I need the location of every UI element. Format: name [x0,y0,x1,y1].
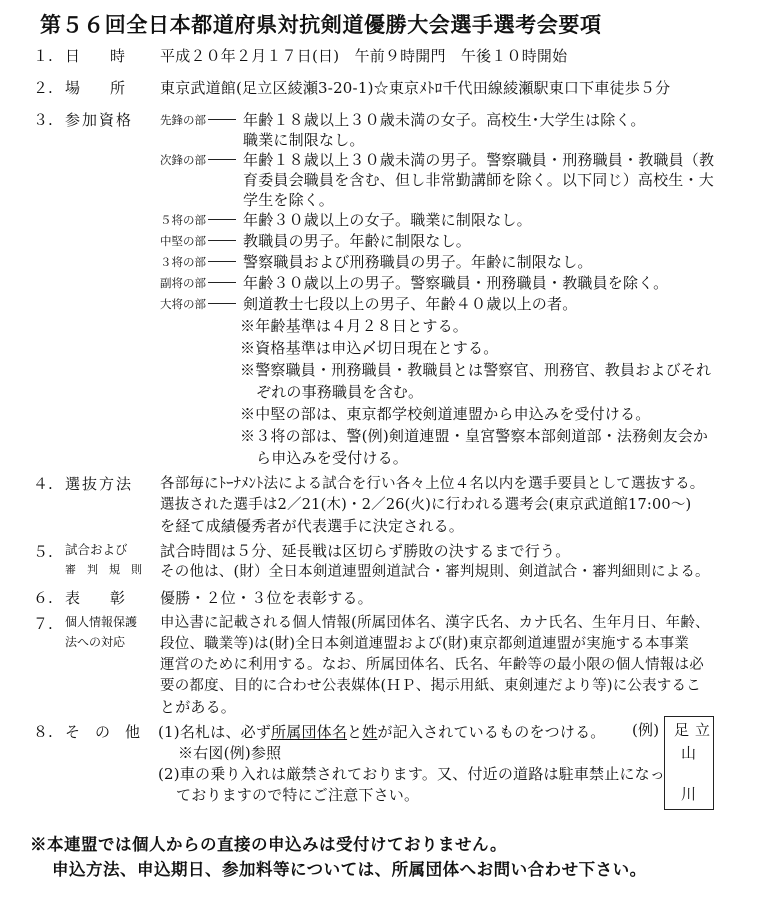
division-jiho-label: 次鋒の部 [160,150,236,170]
note-age-basis: ※年齢基準は４月２８日とする。 [240,317,469,335]
footer-notice-line2: 申込方法、申込期日、参加料等については、所属団体へお問い合わせ下さい。 [52,860,647,879]
division-senpo-label: 先鋒の部 [160,110,236,130]
section-7-line2: 段位、職業等)は(財)全日本剣道連盟および(財)東京都剣道連盟が実施する本事業 [160,636,690,652]
division-chuken-label: 中堅の部 [160,231,236,251]
division-fukusho-label: 副将の部 [160,273,236,293]
division-taisho-line1: 剣道教士七段以上の男子、年齢４０歳以上の者。 [243,295,578,313]
nametag-name-char-1: 山 [681,744,697,762]
section-4-line2: 選抜された選手は2／21(木)・2／26(火)に行われる選考会(東京武道館17:00〜) [160,497,692,513]
division-senpo-line2: 職業に制限なし。 [243,131,365,149]
section-2-label: 場 所 [65,79,126,97]
section-4-number: ４. [33,475,53,493]
section-2-text: 東京武道館(足立区綾瀬3-20-1)☆東京ﾒﾄﾛ千代田線綾瀬駅東口下車徒歩５分 [160,79,671,97]
section-1-number: １. [33,47,53,65]
division-taisho-label: 大将の部 [160,294,236,314]
division-sansho-label: ３将の部 [160,252,236,272]
section-7-line3: 運営のために利用する。なお、所属団体名、氏名、年齢等の最小限の個人情報は必 [160,657,704,673]
example-label: (例) [632,721,660,739]
nametag-org-char-1: 足 [674,721,690,739]
division-senpo-line1: 年齢１８歳以上３０歳未満の女子。高校生･大学生は除く。 [243,111,646,129]
section-5-label-line2: 審 判 規 則 [65,563,142,576]
section-4-label: 選抜方法 [65,475,134,493]
division-fukusho-line1: 年齢３０歳以上の男子。警察職員・刑務職員・教職員を除く。 [243,274,669,292]
section-8-item2-line2: ておりますので特にご注意下さい。 [176,786,420,804]
section-3-number: ３. [33,111,53,129]
section-7-number: ７. [33,615,53,633]
section-8-item2-line1: (2)車の乗り入れは厳禁されております。又、付近の道路は駐車禁止になっ [158,765,666,783]
section-6-number: ６. [33,589,53,607]
example-nametag [664,716,714,810]
section-1-label: 日 時 [65,47,126,65]
note-chuken-entry: ※中堅の部は、東京都学校剣道連盟から申込みを受付ける。 [240,405,651,423]
section-7-label-line2: 法への対応 [65,635,126,649]
section-7-line4: 要の都度、目的に合わせ公表媒体(ＨＰ、掲示用紙、東剣連だより等)に公表するこ [160,678,701,694]
section-8-label: そ の 他 [65,723,141,741]
section-5-number: ５. [33,543,53,561]
division-jiho-line3: 学生を除く。 [243,191,334,209]
note-staff-definition-line2: ぞれの事務職員を含む。 [256,383,424,401]
section-8-number: ８. [33,723,53,741]
division-gosho-line1: 年齢３０歳以上の女子。職業に制限なし。 [243,211,532,229]
page-title: 第５６回全日本都道府県対抗剣道優勝大会選手選考会要項 [40,12,602,37]
section-6-text: 優勝・２位・３位を表彰する。 [160,589,373,607]
note-sansho-entry-line2: ら申込みを受付ける。 [256,449,409,467]
section-1-text: 平成２０年２月１７日(日) 午前９時開門 午後１０時開始 [160,47,568,65]
note-staff-definition-line1: ※警察職員・刑務職員・教職員とは警察官、刑務官、教員およびそれ [240,361,712,379]
section-5-line2: その他は、(財）全日本剣道連盟剣道試合・審判規則、剣道試合・審判細則による。 [160,564,710,580]
section-7-line5: とがある。 [160,698,237,716]
division-gosho-label: ５将の部 [160,210,236,230]
section-5-line1: 試合時間は５分、延長戦は区切らず勝敗の決するまで行う。 [160,542,571,560]
section-7-label-line1: 個人情報保護 [65,615,138,629]
section-4-line3: を経て成績優秀者が代表選手に決定される。 [160,517,465,535]
section-6-label: 表 彰 [65,589,126,607]
nametag-name-char-2: 川 [681,785,697,803]
division-jiho-line1: 年齢１８歳以上３０歳未満の男子。警察職員・刑務職員・教職員（教 [243,151,715,169]
section-7-line1: 申込書に記載される個人情報(所属団体名、漢字氏名、カナ氏名、生年月日、年齢、 [160,615,710,631]
note-sansho-entry-line1: ※３将の部は、警(例)剣道連盟・皇宮警察本部剣道部・法務剣友会か [240,427,709,445]
footer-notice-line1: ※本連盟では個人からの直接の申込みは受付けておりません。 [30,835,507,854]
section-4-line1: 各部毎にﾄｰﾅﾒﾝﾄ法による試合を行い各々上位４名以内を選手要員として選抜する。 [160,476,705,492]
section-3-label: 参加資格 [65,111,134,129]
division-chuken-line1: 教職員の男子。年齢に制限なし。 [243,232,472,250]
division-sansho-line1: 警察職員および刑務職員の男子。年齢に制限なし。 [243,253,593,271]
nametag-org-char-2: 立 [695,721,711,739]
division-jiho-line2: 育委員会職員を含む、但し非常勤講師を除く。以下同じ）高校生・大 [243,171,714,189]
section-5-label-line1: 試合および [65,542,128,557]
section-2-number: ２. [33,79,53,97]
section-8-item1-note: ※右図(例)参照 [178,744,282,762]
note-qualification-basis: ※資格基準は申込〆切日現在とする。 [240,339,499,357]
section-8-item1: (1)名札は、必ず所属団体名と姓が記入されているものをつける。 [158,723,606,741]
